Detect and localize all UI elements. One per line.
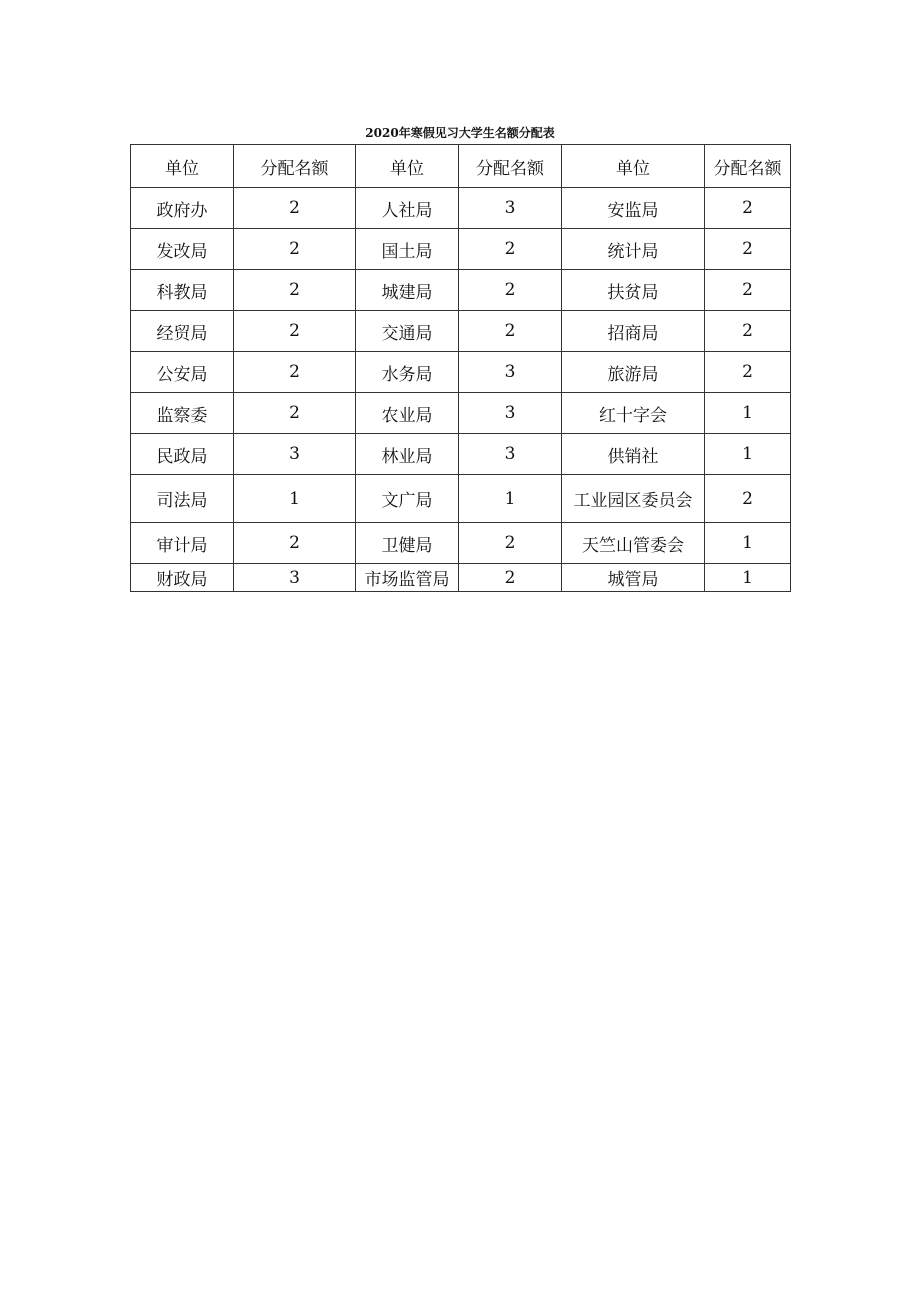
unit-cell: 监察委 [131,393,234,434]
unit-cell: 审计局 [131,523,234,564]
quota-cell: 2 [234,352,356,393]
quota-cell: 2 [705,270,791,311]
table-row [131,352,791,393]
quota-cell: 1 [459,475,562,523]
column-header-unit: 单位 [562,145,705,188]
unit-cell: 交通局 [356,311,459,352]
table-row [131,564,791,592]
unit-cell: 林业局 [356,434,459,475]
unit-cell: 科教局 [131,270,234,311]
quota-cell: 3 [459,352,562,393]
unit-cell: 人社局 [356,188,459,229]
unit-cell: 水务局 [356,352,459,393]
unit-cell: 供销社 [562,434,705,475]
unit-cell: 城建局 [356,270,459,311]
quota-cell: 3 [459,188,562,229]
unit-cell: 红十字会 [562,393,705,434]
table-row [131,523,791,564]
table-row [131,229,791,270]
quota-cell: 2 [234,523,356,564]
unit-cell: 国土局 [356,229,459,270]
unit-cell: 天竺山管委会 [562,523,705,564]
quota-cell: 2 [705,229,791,270]
column-header-quota: 分配名额 [459,145,562,188]
column-header-quota: 分配名额 [705,145,791,188]
quota-cell: 1 [705,434,791,475]
quota-cell: 2 [234,270,356,311]
unit-cell: 招商局 [562,311,705,352]
table-row [131,434,791,475]
table-row [131,188,791,229]
quota-cell: 2 [459,270,562,311]
unit-cell: 安监局 [562,188,705,229]
quota-cell: 1 [705,393,791,434]
unit-cell: 农业局 [356,393,459,434]
column-header-quota: 分配名额 [234,145,356,188]
quota-cell: 3 [234,564,356,592]
unit-cell: 司法局 [131,475,234,523]
table-row [131,393,791,434]
unit-cell: 城管局 [562,564,705,592]
unit-cell: 市场监管局 [356,564,459,592]
column-header-unit: 单位 [131,145,234,188]
quota-cell: 3 [459,393,562,434]
table-row [131,311,791,352]
quota-cell: 1 [705,564,791,592]
unit-cell: 发改局 [131,229,234,270]
quota-cell: 2 [234,393,356,434]
quota-cell: 2 [705,188,791,229]
quota-cell: 2 [459,564,562,592]
table-row [131,475,791,523]
quota-cell: 2 [459,229,562,270]
table-row [131,270,791,311]
quota-cell: 3 [234,434,356,475]
unit-cell: 民政局 [131,434,234,475]
column-header-unit: 单位 [356,145,459,188]
quota-cell: 1 [234,475,356,523]
unit-cell: 公安局 [131,352,234,393]
quota-cell: 2 [234,229,356,270]
quota-cell: 2 [234,311,356,352]
unit-cell: 卫健局 [356,523,459,564]
quota-cell: 2 [705,352,791,393]
unit-cell: 工业园区委员会 [562,475,705,523]
quota-cell: 1 [705,523,791,564]
quota-cell: 2 [459,311,562,352]
unit-cell: 政府办 [131,188,234,229]
unit-cell: 财政局 [131,564,234,592]
quota-cell: 2 [234,188,356,229]
quota-cell: 2 [705,311,791,352]
unit-cell: 统计局 [562,229,705,270]
unit-cell: 扶贫局 [562,270,705,311]
quota-cell: 2 [705,475,791,523]
unit-cell: 旅游局 [562,352,705,393]
allocation-table [130,144,791,592]
unit-cell: 文广局 [356,475,459,523]
quota-cell: 3 [459,434,562,475]
unit-cell: 经贸局 [131,311,234,352]
table-header-row [131,145,791,188]
quota-cell: 2 [459,523,562,564]
page-title: 2020年寒假见习大学生名额分配表 [365,126,555,140]
